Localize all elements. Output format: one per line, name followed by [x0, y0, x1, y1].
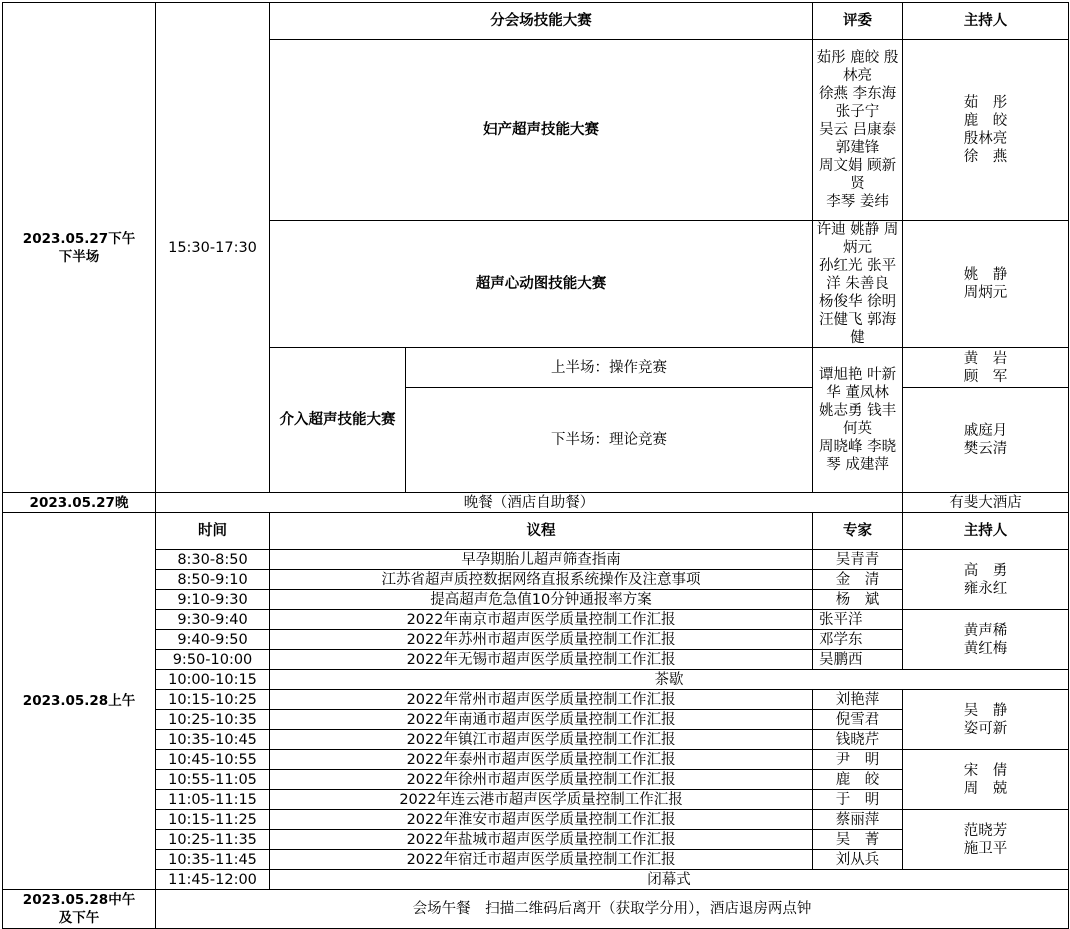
- agenda-time: 9:40-9:50: [156, 630, 270, 650]
- agenda-expert: 杨 斌: [813, 590, 903, 610]
- agenda-expert: 邓学东: [813, 630, 903, 650]
- agenda-expert: 刘艳萍: [813, 690, 903, 710]
- agenda-topic: 2022年无锡市超声医学质量控制工作汇报: [270, 650, 813, 670]
- morning-header-host: 主持人: [903, 513, 1069, 550]
- header-host: 主持人: [903, 3, 1069, 40]
- agenda-topic: 江苏省超声质控数据网络直报系统操作及注意事项: [270, 570, 813, 590]
- agenda-time: 11:05-11:15: [156, 790, 270, 810]
- agenda-topic: 2022年苏州市超声医学质量控制工作汇报: [270, 630, 813, 650]
- agenda-hosts-group-3: 吴 静 姿可新: [903, 690, 1069, 750]
- agenda-closing-ceremony: 闭幕式: [270, 870, 1069, 890]
- afternoon-date-cell: 2023.05.27下午 下半场: [3, 3, 156, 493]
- agenda-expert: 钱晓芹: [813, 730, 903, 750]
- closing-date-cell: 2023.05.28中午 及下午: [3, 890, 156, 929]
- agenda-row: [3, 610, 1069, 630]
- interventional-competition-name: 介入超声技能大赛: [270, 348, 406, 493]
- agenda-topic: 2022年南京市超声医学质量控制工作汇报: [270, 610, 813, 630]
- agenda-expert: 吴青青: [813, 550, 903, 570]
- agenda-expert: 蔡丽萍: [813, 810, 903, 830]
- agenda-topic: 2022年徐州市超声医学质量控制工作汇报: [270, 770, 813, 790]
- agenda-topic: 2022年连云港市超声医学质量控制工作汇报: [270, 790, 813, 810]
- header-competition: 分会场技能大赛: [270, 3, 813, 40]
- agenda-tea-break: 茶歇: [270, 670, 1069, 690]
- agenda-expert: 金 清: [813, 570, 903, 590]
- evening-event: 晚餐（酒店自助餐）: [156, 493, 903, 513]
- agenda-time: 8:30-8:50: [156, 550, 270, 570]
- agenda-topic: 提高超声危急值10分钟通报率方案: [270, 590, 813, 610]
- agenda-expert: 吴 菁: [813, 830, 903, 850]
- agenda-topic: 2022年常州市超声医学质量控制工作汇报: [270, 690, 813, 710]
- morning-header-agenda: 议程: [270, 513, 813, 550]
- agenda-time: 8:50-9:10: [156, 570, 270, 590]
- agenda-expert: 张平洋: [813, 610, 903, 630]
- agenda-row: [3, 550, 1069, 570]
- morning-date-cell: 2023.05.28上午: [3, 513, 156, 890]
- morning-header-time: 时间: [156, 513, 270, 550]
- agenda-row: [3, 690, 1069, 710]
- agenda-time: 9:10-9:30: [156, 590, 270, 610]
- interventional-hosts-second: 戚庭月 樊云清: [903, 388, 1069, 493]
- interventional-judges: 谭旭艳 叶新华 董凤林 姚志勇 钱丰 何英 周晓峰 李晓琴 成建萍: [813, 348, 903, 493]
- agenda-topic: 2022年南通市超声医学质量控制工作汇报: [270, 710, 813, 730]
- agenda-topic: 2022年盐城市超声医学质量控制工作汇报: [270, 830, 813, 850]
- agenda-expert: 刘从兵: [813, 850, 903, 870]
- agenda-row: [3, 870, 1069, 890]
- agenda-time: 10:35-10:45: [156, 730, 270, 750]
- conference-schedule-table: [2, 2, 1069, 929]
- agenda-hosts-group-2: 黄声稀 黄红梅: [903, 610, 1069, 670]
- agenda-time: 10:35-11:45: [156, 850, 270, 870]
- agenda-time: 10:45-10:55: [156, 750, 270, 770]
- interventional-hosts-first: 黄 岩 顾 军: [903, 348, 1069, 388]
- agenda-time: 10:15-10:25: [156, 690, 270, 710]
- agenda-time: 10:25-10:35: [156, 710, 270, 730]
- agenda-hosts-group-4: 宋 倩 周 兢: [903, 750, 1069, 810]
- obstetric-hosts: 茹 彤 鹿 皎 殷林亮 徐 燕: [903, 40, 1069, 221]
- obstetric-competition-name: 妇产超声技能大赛: [270, 40, 813, 221]
- agenda-time: 10:25-11:35: [156, 830, 270, 850]
- agenda-time: 10:00-10:15: [156, 670, 270, 690]
- agenda-expert: 倪雪君: [813, 710, 903, 730]
- agenda-expert: 于 明: [813, 790, 903, 810]
- cardiac-hosts: 姚 静 周炳元: [903, 221, 1069, 348]
- agenda-time: 10:55-11:05: [156, 770, 270, 790]
- agenda-row: [3, 670, 1069, 690]
- agenda-expert: 吴鹏西: [813, 650, 903, 670]
- agenda-hosts-group-5: 范晓芳 施卫平: [903, 810, 1069, 870]
- morning-header-expert: 专家: [813, 513, 903, 550]
- closing-notice: 会场午餐 扫描二维码后离开（获取学分用），酒店退房两点钟: [156, 890, 1069, 929]
- header-judges: 评委: [813, 3, 903, 40]
- agenda-topic: 2022年泰州市超声医学质量控制工作汇报: [270, 750, 813, 770]
- obstetric-judges: 茹彤 鹿皎 殷林亮 徐燕 李东海 张子宁 吴云 吕康泰 郭建锋 周文娟 顾新贤 李琴 姜纬: [813, 40, 903, 221]
- cardiac-competition-name: 超声心动图技能大赛: [270, 221, 813, 348]
- evening-venue: 有斐大酒店: [903, 493, 1069, 513]
- agenda-time: 9:50-10:00: [156, 650, 270, 670]
- afternoon-time-cell: 15:30-17:30: [156, 3, 270, 493]
- agenda-row: [3, 810, 1069, 830]
- interventional-second-half: 下半场：理论竞赛: [406, 388, 813, 493]
- evening-date-cell: 2023.05.27晚: [3, 493, 156, 513]
- agenda-expert: 鹿 皎: [813, 770, 903, 790]
- agenda-topic: 早孕期胎儿超声筛查指南: [270, 550, 813, 570]
- agenda-row: [3, 750, 1069, 770]
- agenda-expert: 尹 明: [813, 750, 903, 770]
- agenda-hosts-group-1: 高 勇 雍永红: [903, 550, 1069, 610]
- agenda-time: 11:45-12:00: [156, 870, 270, 890]
- agenda-topic: 2022年镇江市超声医学质量控制工作汇报: [270, 730, 813, 750]
- agenda-time: 9:30-9:40: [156, 610, 270, 630]
- cardiac-judges: 许迪 姚静 周炳元 孙红光 张平洋 朱善良 杨俊华 徐明 汪健飞 郭海健: [813, 221, 903, 348]
- interventional-first-half: 上半场：操作竞赛: [406, 348, 813, 388]
- agenda-topic: 2022年淮安市超声医学质量控制工作汇报: [270, 810, 813, 830]
- agenda-topic: 2022年宿迁市超声医学质量控制工作汇报: [270, 850, 813, 870]
- agenda-time: 10:15-11:25: [156, 810, 270, 830]
